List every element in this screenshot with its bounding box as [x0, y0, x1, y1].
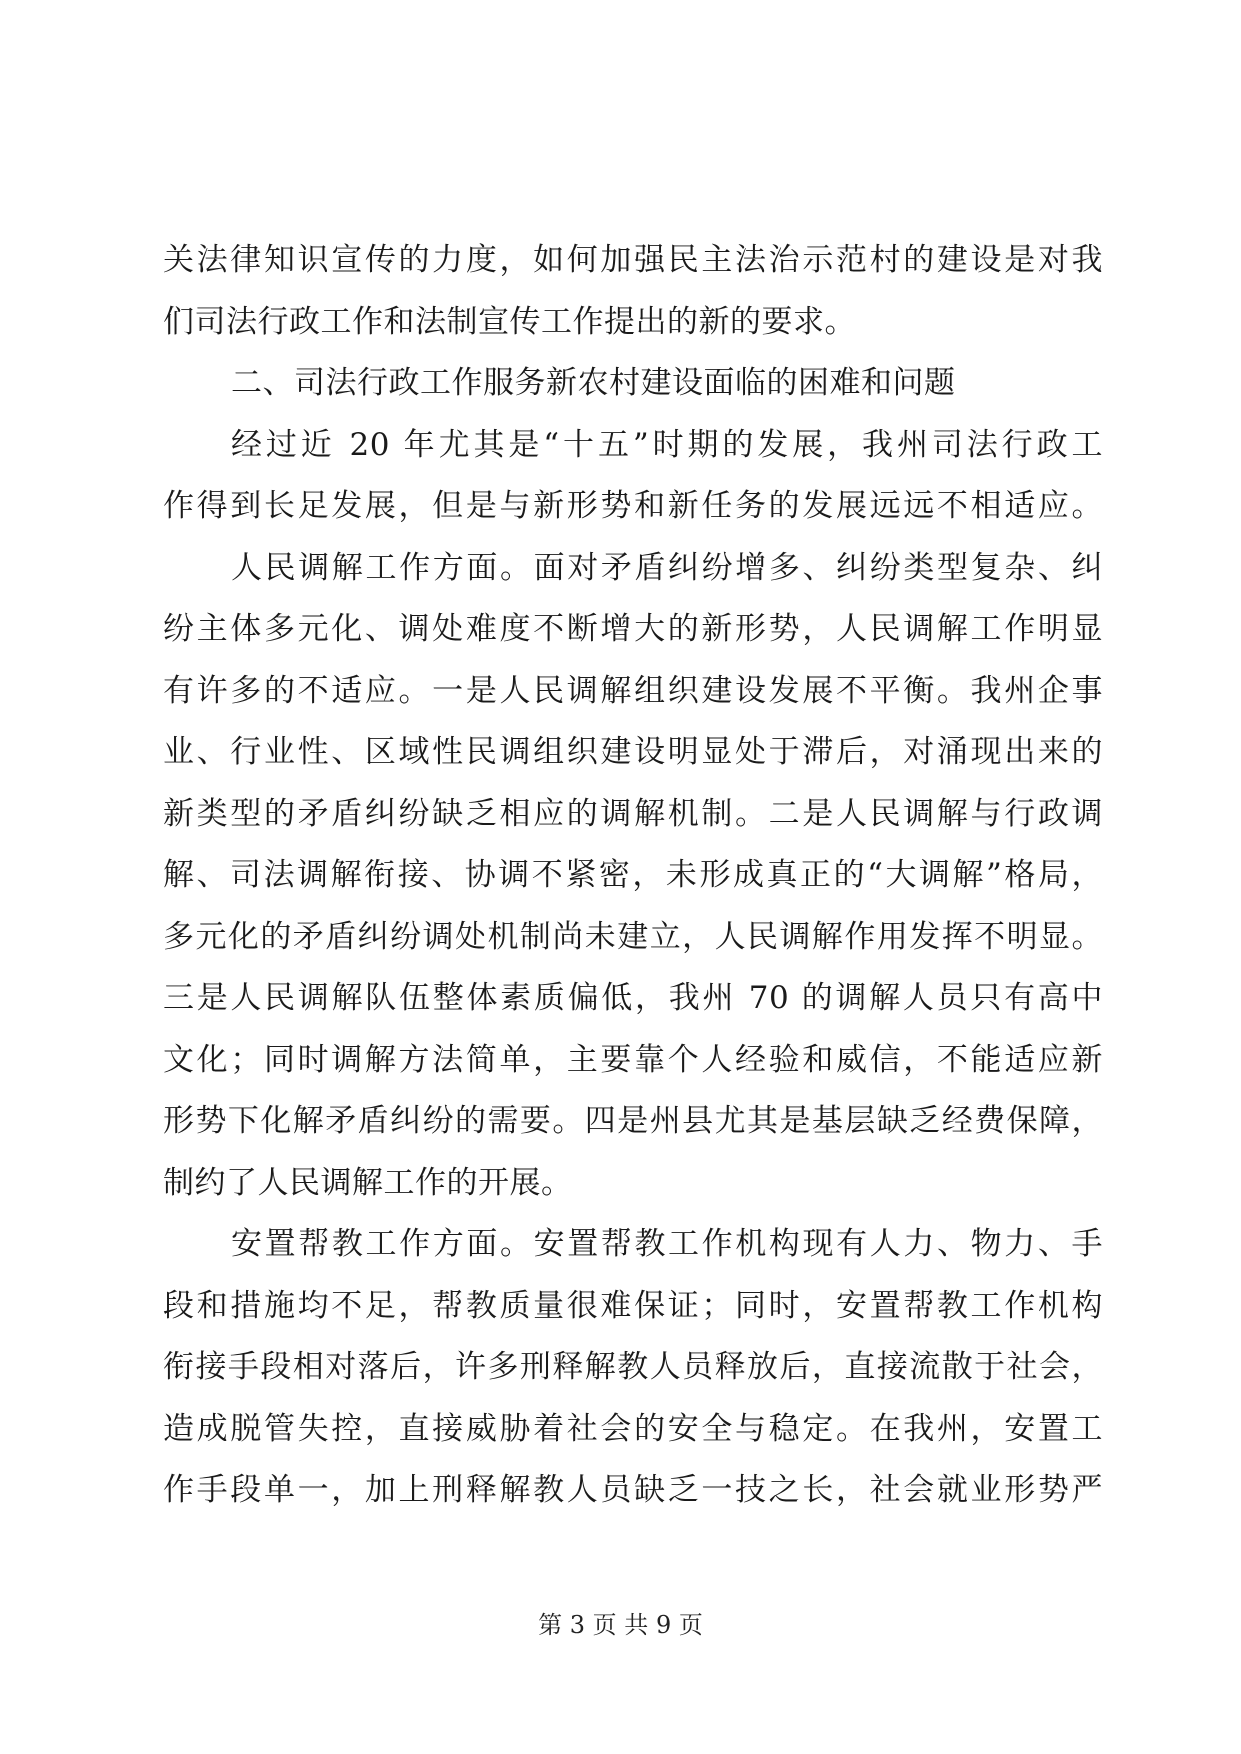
text-line: 衔接手段相对落后，许多刑释解教人员释放后，直接流散于社会， — [163, 1349, 1103, 1385]
text-line: 制约了人民调解工作的开展。 — [163, 1164, 573, 1201]
page-number-footer: 第 3 页 共 9 页 — [538, 1611, 703, 1639]
text-line: 安置帮教工作方面。安置帮教工作机构现有人力、物力、手 — [231, 1226, 1103, 1262]
text-line: 有许多的不适应。一是人民调解组织建设发展不平衡。我州企事 — [163, 672, 1103, 709]
text-line: 新类型的矛盾纠纷缺乏相应的调解机制。二是人民调解与行政调 — [163, 795, 1103, 832]
text-line: 关法律知识宣传的力度，如何加强民主法治示范村的建设是对我 — [163, 242, 1103, 278]
text-line: 们司法行政工作和法制宣传工作提出的新的要求。 — [163, 303, 856, 340]
text-line: 造成脱管失控，直接威胁着社会的安全与稳定。在我州，安置工 — [163, 1410, 1103, 1447]
text-line: 文化；同时调解方法简单，主要靠个人经验和威信，不能适应新 — [163, 1041, 1103, 1078]
text-line: 作得到长足发展，但是与新形势和新任务的发展远远不相适应。 — [163, 488, 1103, 524]
text-line: 纷主体多元化、调处难度不断增大的新形势，人民调解工作明显 — [163, 611, 1103, 647]
text-line: 解、司法调解衔接、协调不紧密，未形成真正的“大调解”格局， — [163, 857, 1103, 893]
text-line: 人民调解工作方面。面对矛盾纠纷增多、纠纷类型复杂、纠 — [231, 549, 1103, 586]
text-line: 多元化的矛盾纠纷调处机制尚未建立，人民调解作用发挥不明显。 — [163, 918, 1103, 955]
section-heading: 二、司法行政工作服务新农村建设面临的困难和问题 — [231, 365, 956, 401]
text-line: 三是人民调解队伍整体素质偏低，我州 70 的调解人员只有高中 — [163, 980, 1103, 1016]
text-line: 经过近 20 年尤其是“十五”时期的发展，我州司法行政工 — [231, 426, 1103, 463]
text-line: 段和措施均不足，帮教质量很难保证；同时，安置帮教工作机构 — [163, 1287, 1103, 1324]
text-line: 形势下化解矛盾纠纷的需要。四是州县尤其是基层缺乏经费保障， — [163, 1103, 1103, 1139]
text-line: 业、行业性、区域性民调组织建设明显处于滞后，对涌现出来的 — [163, 734, 1103, 770]
text-line: 作手段单一，加上刑释解教人员缺乏一技之长，社会就业形势严 — [163, 1472, 1103, 1508]
document-body — [163, 230, 1103, 1522]
